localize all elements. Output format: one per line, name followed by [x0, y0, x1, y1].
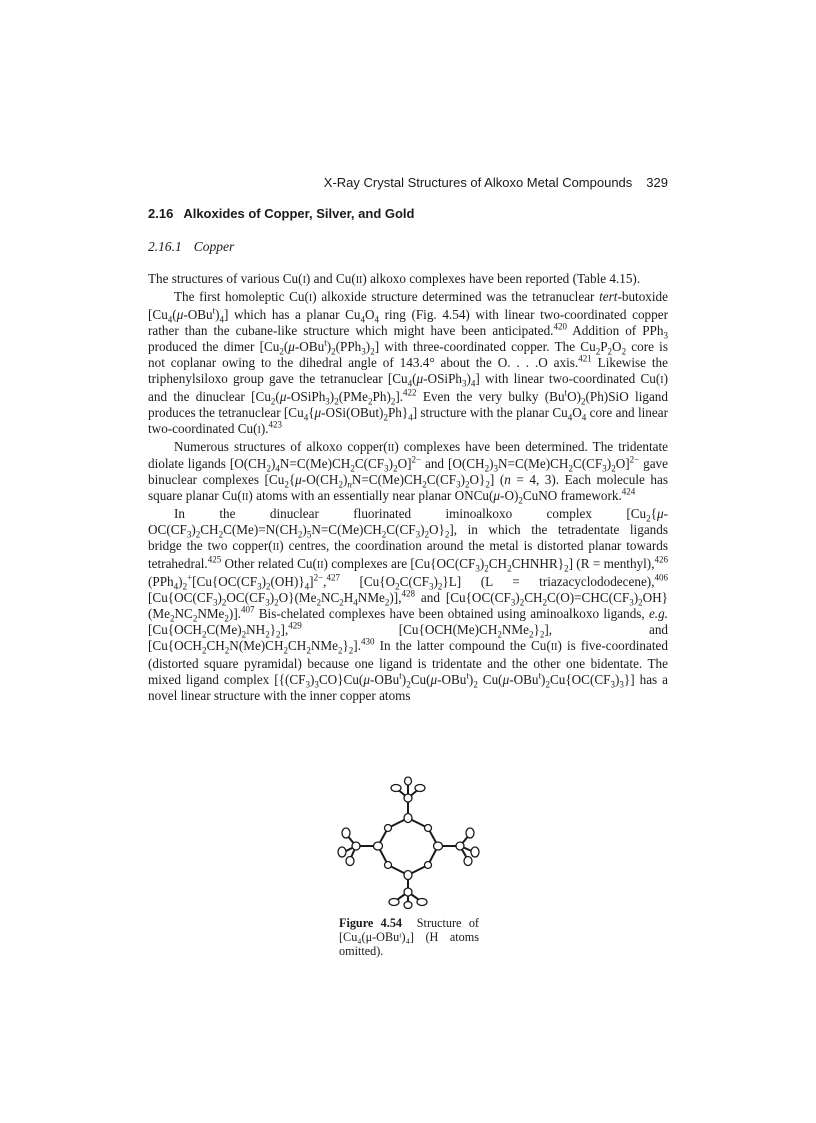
figure-label: Figure 4.54 [339, 916, 403, 930]
paragraph: Numerous structures of alkoxo copper(II) complexes have been determined. The tridentate diolate ligands $[O(CH_2)_4N=C(Me)CH_2C(CF_3)_2O]^{2-}$ and $[O(CH_2)_3N=C(Me)CH_2C(CF_3)_2O]^{2-}$ gave binuclear complexes $[Cu_2\{\mu-O(CH_2)_nN=C(Me)CH_2C(CF_3)_2O\}_2] (n = 4$, 3). Each molecule has square planar Cu(II) atoms with an essentially near planar $ONCu(\mu-O)_2CuNO$ framework.$^{424}$ [148, 438, 669, 507]
section-heading [148, 206, 414, 221]
figure-caption [339, 916, 479, 958]
subsection-heading [148, 239, 234, 255]
paragraph: The first homoleptic Cu(I) alkoxide structure determined was the tetranuclear tert-butoxide $[Cu_4(\mu-OBu^t)_4]$ which has a planar $Cu_4O_4$ ring (Fig. 4.54) with linear two-coordinated copper rather than the cubane-like structure which might have been anticipated.$^{420}$ Addition of PPh$_3$ produced the dimer $[Cu_2(\mu-OBu^t)_2(PPh_3)_2]$ with three-coordinated copper. The $Cu_2P_2O_2$ core is not coplanar owing to the dihedral angle of 143.4° about the O. . . .O axis.$^{421}$ Likewise the triphenylsiloxo group gave the tetranuclear $[Cu_4(\mu-OSiPh_3)_4]$ with linear two-coordinated Cu(I) and the dinuclear $[Cu_2(\mu-OSiPh_3)_2(PMe_2Ph)_2].^{422}$ Even the very bulky $(Bu^tO)_2(Ph)SiO$ ligand produces the tetranuclear $[Cu_4\{\mu-OSi(OBut)_2Ph\}_4]$ structure with the planar $Cu_4O_4$ core and linear two-coordinated Cu(I).$^{423}$ [148, 288, 669, 436]
structure-atoms [338, 777, 479, 909]
paragraph: In the dinuclear fluorinated iminoalkoxo complex $[Cu_2\{\mu-OC(CF_3)_2CH_2C(Me)=N(CH_2)_5N=C(Me)CH_2C(CF_3)_2O\}_2]$, in which the tetradentate ligands bridge the two copper(II) centres, the coordination around the metal is distorted planar towards tetrahedral.$^{425}$ Other related Cu(II) complexes are $[Cu\{OC(CF_3)_2CH_2CHNHR\}_2] (R$ = menthyl),$^{426}$ $(PPh_4)_2^+[Cu\{OC(CF_3)_2(OH)\}_4]^{2-},^{427}$ $[Cu\{O_2C(CF_3)_2\}L] (L$ = triazacyclododecene),$^{406}$ $[Cu\{OC(CF_3)_2OC(CF_3)_2O\}(Me_2NC_2H_4NMe_2)],^{428}$ and $[Cu\{OC(CF_3)_2CH_2C(O)=CHC(CF_3)_2OH\}(Me_2NC_2NMe_2)].^{407}$ Bis-chelated complexes have been obtained using aminoalkoxo ligands, e.g. $[Cu\{OCH_2C(Me)_2NH_2\}_2],^{429}$ $[Cu\{OCH(Me)CH_2NMe_2\}_2]$, and $[Cu\{OCH_2CH_2N(Me)CH_2CH_2NMe_2\}_2].^{430}$ In the latter compound the Cu(II) is five-coordinated (distorted square pyramidal) because one ligand is tridentate and the other one bidentate. The mixed ligand complex [$\{(CF_3)_3CO\}Cu(\mu-OBu^t)_2Cu(\mu-OBu^t)_2$ $Cu(\mu-OBu^t)_2Cu\{OC(CF_3)_3\}$] has a novel linear structure with the inner copper atoms [148, 506, 669, 703]
subsection-title: Copper [193, 239, 235, 254]
crystal-structure-figure [328, 772, 488, 914]
running-header [148, 175, 668, 193]
section-title: Alkoxides of Copper, Silver, and Gold [183, 206, 415, 221]
body-text [148, 271, 668, 704]
running-title: X-Ray Crystal Structures of Alkoxo Metal Compounds [323, 175, 633, 190]
subsection-number: 2.16.1 [148, 239, 182, 254]
section-number: 2.16 [148, 206, 174, 221]
paragraph: The structures of various Cu(I) and Cu(II) alkoxo complexes have been reported (Table 4.15). [148, 271, 641, 286]
figure-caption-text: Structure of [Cu₄(μ-OBuᵗ)₄] (H atoms omitted). [339, 916, 479, 958]
page-number: 329 [646, 175, 668, 190]
